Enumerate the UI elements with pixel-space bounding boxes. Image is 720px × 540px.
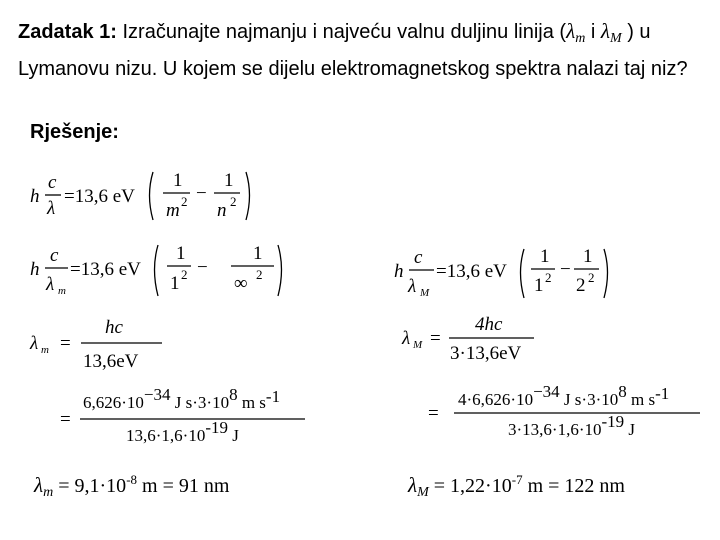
- right-paren: [246, 172, 250, 220]
- lambda-symbol: λ: [47, 198, 56, 219]
- formula-min-numeric: [60, 385, 310, 450]
- result-lambda-max: [408, 472, 625, 501]
- task-label: Zadatak 1:: [18, 21, 117, 43]
- left-paren: [521, 249, 525, 298]
- one-symbol: 1: [534, 275, 544, 296]
- denominator-min-numeric: 13,6·1,6·10-19 J: [126, 418, 239, 445]
- lambda-symbol: λ: [34, 473, 44, 497]
- numerator-one: 1: [224, 170, 234, 191]
- denominator-max: 3·13,6eV: [450, 343, 522, 364]
- left-paren: [150, 172, 154, 220]
- lambda-symbol: λ: [600, 19, 610, 43]
- exponent-two: 2: [256, 267, 263, 282]
- sub-m: m: [43, 485, 54, 500]
- minus-sign: −: [197, 257, 208, 278]
- numerator-one: 1: [173, 170, 183, 191]
- sub-M: M: [420, 287, 430, 299]
- formula-max-numeric: [428, 384, 708, 444]
- exponent-two: 2: [545, 270, 552, 285]
- minus-sign: −: [560, 259, 571, 280]
- c-symbol: c: [48, 172, 57, 193]
- right-paren: [604, 249, 608, 298]
- numerator-one: 1: [583, 246, 593, 267]
- exponent-two: 2: [181, 194, 188, 209]
- lambda-symbol: λ: [30, 333, 39, 354]
- lambda-symbol: λ: [408, 276, 417, 297]
- c-symbol: c: [414, 247, 423, 268]
- equals-sign: =: [428, 403, 439, 424]
- task-and: i: [585, 21, 601, 43]
- formula-max-energy: [392, 244, 622, 304]
- denominator-min: 13,6eV: [83, 351, 139, 372]
- right-paren: [278, 245, 282, 296]
- min-value: = 9,1·10: [53, 475, 127, 497]
- h-symbol: h: [394, 261, 404, 282]
- exponent-two: 2: [588, 270, 595, 285]
- formula-lambda-min: [30, 312, 190, 374]
- left-paren: [155, 245, 159, 296]
- equals-sign: =: [60, 409, 71, 430]
- equals-sign: =: [60, 333, 71, 354]
- formula-general: [28, 166, 278, 226]
- max-unit: m = 122 nm: [522, 475, 625, 497]
- numerator-one: 1: [253, 243, 263, 264]
- energy-term: =13,6 eV: [64, 186, 135, 207]
- numerator-one: 1: [540, 246, 550, 267]
- c-symbol: c: [50, 245, 59, 266]
- h-symbol: h: [30, 259, 40, 280]
- m-symbol: m: [166, 200, 180, 221]
- max-value: = 1,22·10: [428, 475, 512, 497]
- one-symbol: 1: [170, 273, 180, 294]
- max-exponent: -7: [511, 472, 523, 487]
- lambda-symbol: λ: [402, 328, 411, 349]
- numerator-min: 6,626·10−34 J s·3·108 m s-1: [83, 385, 281, 412]
- numerator-max: 4·6,626·10−34 J s·3·108 m s-1: [458, 382, 670, 409]
- h-symbol: h: [30, 186, 40, 207]
- task-text-a: Izračunajte najmanju i najveću valnu duljinu linija (: [116, 21, 567, 43]
- min-exponent: -8: [126, 472, 138, 487]
- sub-M: M: [413, 339, 423, 351]
- sub-m: m: [58, 285, 66, 297]
- lambda-sub-M: M: [609, 31, 622, 46]
- hc-numerator: hc: [105, 317, 123, 338]
- numerator-one: 1: [176, 243, 186, 264]
- min-unit: m = 91 nm: [137, 475, 230, 497]
- infinity-symbol: ∞: [234, 273, 248, 294]
- exponent-two: 2: [181, 267, 188, 282]
- sub-M: M: [417, 485, 429, 500]
- lambda-symbol: λ: [408, 473, 418, 497]
- energy-term: =13,6 eV: [70, 259, 141, 280]
- solution-heading: Rješenje:: [30, 121, 119, 143]
- minus-sign: −: [196, 183, 207, 204]
- formula-lambda-max: [402, 312, 562, 368]
- formula-min-energy: [28, 240, 278, 302]
- lambda-symbol: λ: [566, 19, 576, 43]
- task-text-b: ) u Lymanovu nizu. U kojem se dijelu elektromagnetskog spektra nalazi taj niz?: [18, 21, 688, 80]
- energy-term: =13,6 eV: [436, 261, 507, 282]
- exponent-two: 2: [230, 194, 237, 209]
- lambda-symbol: λ: [46, 274, 55, 295]
- task-statement: [18, 16, 708, 84]
- result-lambda-min: [34, 472, 229, 501]
- lambda-sub-m: m: [575, 31, 586, 46]
- two-symbol: 2: [576, 275, 586, 296]
- sub-m: m: [41, 344, 49, 356]
- 4hc-numerator: 4hc: [475, 314, 503, 335]
- denominator-max-numeric: 3·13,6·1,6·10-19 J: [508, 412, 636, 439]
- equals-sign: =: [430, 328, 441, 349]
- n-symbol: n: [217, 200, 227, 221]
